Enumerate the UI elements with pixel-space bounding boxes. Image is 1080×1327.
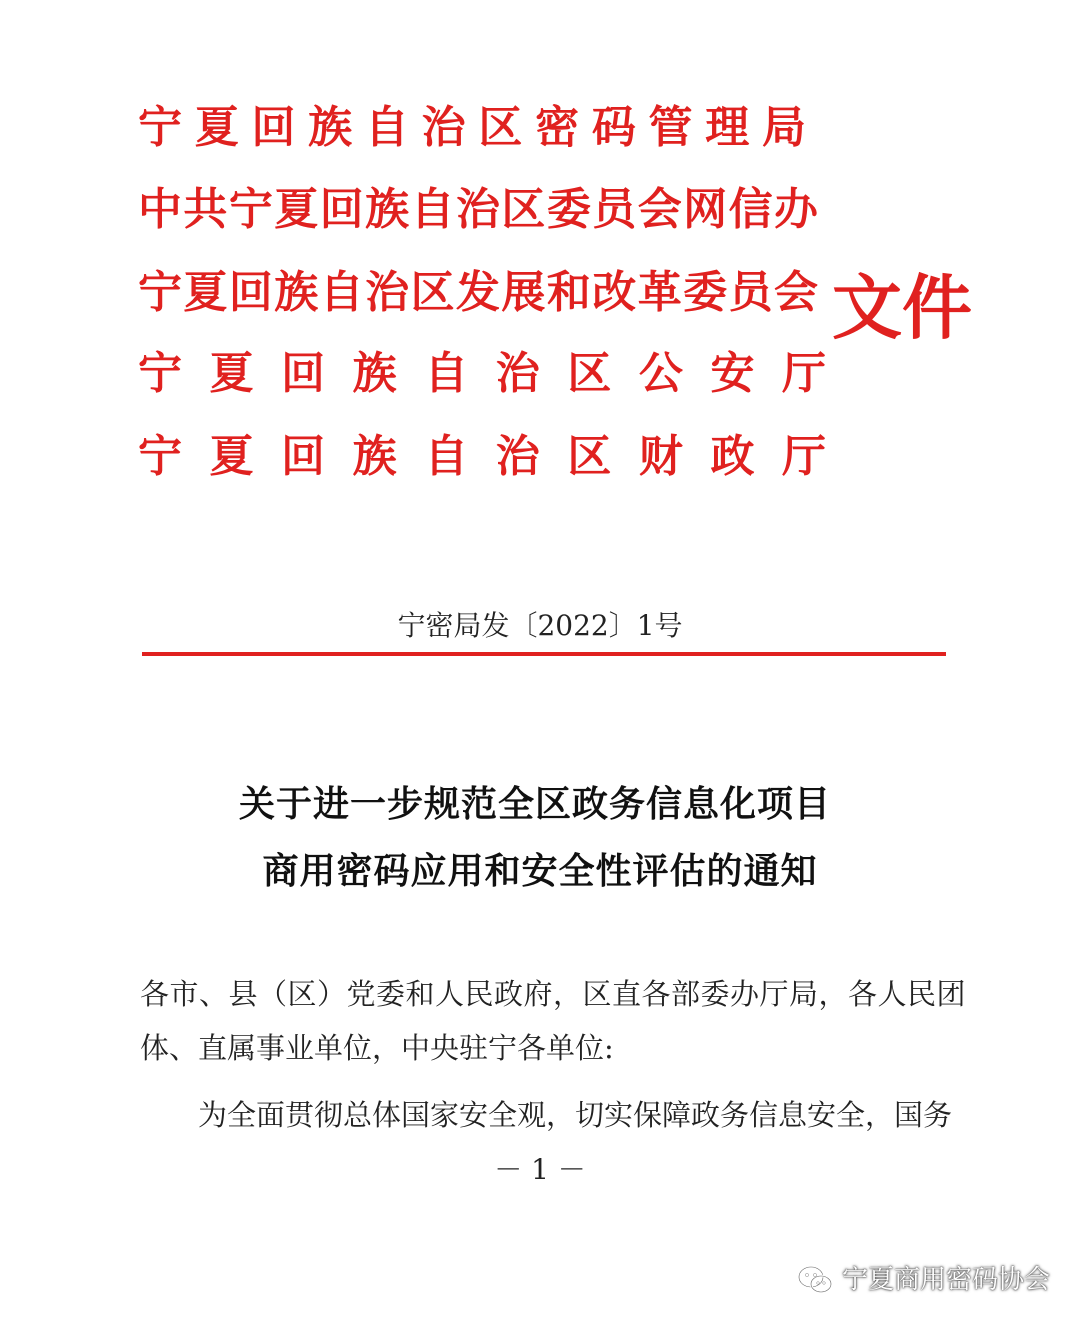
- document-title-line-2: 商用密码应用和安全性评估的通知: [262, 851, 818, 892]
- watermark-text: 宁夏商用密码协会: [841, 1265, 1050, 1295]
- red-separator-line: [142, 652, 946, 656]
- body-text-line-2: 体、直属事业单位，中央驻宁各单位:: [140, 1031, 614, 1065]
- document-suffix: 文件: [832, 267, 972, 349]
- document-number: 宁密局发〔2022〕1号: [397, 609, 683, 642]
- issuer-finance-department: 宁夏回族自治区财政厅: [138, 431, 826, 482]
- body-text-line-1: 各市、县（区）党委和人民政府，区直各部委办厅局，各人民团: [140, 977, 967, 1011]
- source-watermark: [796, 1262, 1050, 1298]
- issuer-cryptography-bureau: 宁夏回族自治区密码管理局: [138, 102, 806, 153]
- issuer-development-reform-commission: 宁夏回族自治区发展和改革委员会: [138, 267, 818, 318]
- issuer-cyberspace-office: 中共宁夏回族自治区委员会网信办: [138, 184, 818, 235]
- wechat-icon: [796, 1264, 834, 1296]
- issuer-public-security-department: 宁夏回族自治区公安厅: [138, 348, 826, 399]
- page-number: － 1 －: [494, 1153, 586, 1186]
- document-title-line-1: 关于进一步规范全区政务信息化项目: [238, 784, 831, 825]
- body-text-line-3: 为全面贯彻总体国家安全观，切实保障政务信息安全，国务: [198, 1098, 953, 1132]
